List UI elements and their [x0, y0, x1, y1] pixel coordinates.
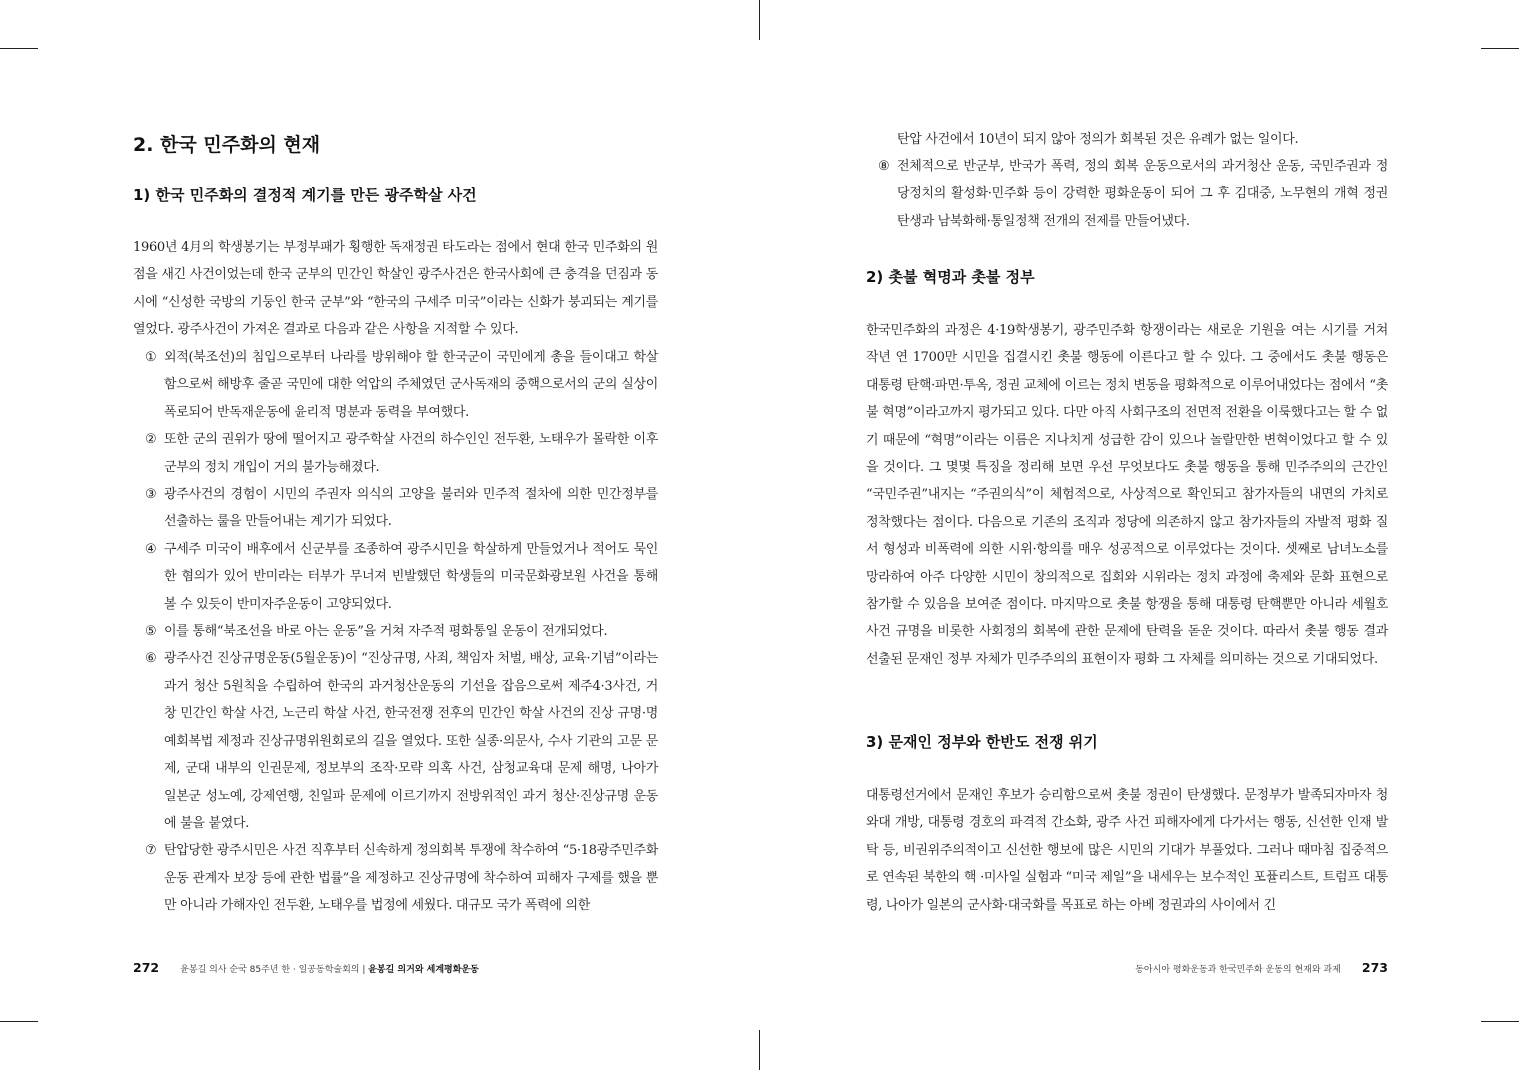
item-text: 또한 군의 권위가 땅에 떨어지고 광주학살 사건의 하수인인 전두환, 노태우가 몰락한 이후 군부의 정치 개입이 거의 불가능해졌다.: [164, 432, 658, 475]
crop-mark-bottom-center: [759, 1030, 760, 1070]
item-text: 외적(북조선)의 침입으로부터 나라를 방위해야 할 한국군이 국민에게 총을 들이대고 학살함으로써 해방후 줄곧 국민에 대한 억압의 주체였던 군사독재의 중핵으로서의 군의 실상이 폭로되어 반독재운동에 윤리적 명분과 동력을 부여했다.: [164, 350, 658, 420]
list-item: [133, 536, 658, 618]
subsection-title-3: 3) 문재인 정부와 한반도 전쟁 위기: [866, 733, 1098, 751]
list-item: [133, 426, 658, 481]
item-number: ③: [145, 487, 157, 503]
list-item: [133, 837, 658, 919]
item-text: 이를 통해“북조선을 바로 아는 운동”을 거쳐 자주적 평화통일 운동이 전개되었다.: [164, 624, 608, 640]
right-footer: [1135, 957, 1388, 976]
page-number: 273: [1361, 960, 1388, 975]
subsection-title-2: 2) 촛불 혁명과 촛불 정부: [866, 268, 1035, 286]
footer-book-title: 윤봉길 의거와 세계평화운동: [368, 965, 479, 975]
item-text: 광주사건 진상규명운동(5월운동)이 “진상규명, 사죄, 책임자 처벌, 배상, 교육·기념”이라는 과거 청산 5원칙을 수립하여 한국의 과거청산운동의 기선을 잡음으로써 제주4·3사건, 거창 민간인 학살 사건, 노근리 학살 사건, 한국전쟁 전후의 민간인 학살 사건의 진상 규명·명예회복법 제정과 진상규명위원회로의 길을 열었다. 또한 실종·의문사, 수사 기관의 고문 문제, 군대 내부의 인권문제, 정보부의 조작·모략 의혹 사건, 삼청교육대 문제 해명, 나아가 일본군 성노예, 강제연행, 친일파 문제에 이르기까지 전방위적인 과거 청산·진상규명 운동에 불을 붙였다.: [164, 651, 658, 831]
continued-item-text: 탄압 사건에서 10년이 되지 않아 정의가 회복된 것은 유례가 없는 일이다.: [897, 132, 1299, 147]
paragraph-moon-government: 대통령선거에서 문재인 후보가 승리함으로써 촛불 정권이 탄생했다. 문정부가 발족되자마자 청와대 개방, 대통령 경호의 파격적 간소화, 광주 사건 피해자에게 다가서는 행동, 신선한 인재 발탁 등, 비권위주의적이고 신선한 행보에 많은 시민의 기대가 부풀었다. 그러나 때마침 집중적으로 연속된 북한의 핵 ·미사일 실험과 “미국 제일”을 내세우는 보수적인 포퓰리스트, 트럼프 대통령, 나아가 일본의 군사화·대국화를 목표로 하는 아베 정권과의 사이에서 긴: [866, 788, 1388, 913]
item-text: 탄압당한 광주시민은 사건 직후부터 신속하게 정의회복 투쟁에 착수하여 “5·18광주민주화운동 관계자 보장 등에 관한 법률”을 제정하고 진상규명에 착수하여 피해자 구제를 했을 뿐만 아니라 가해자인 전두환, 노태우를 법정에 세웠다. 대규모 국가 폭력에 의한: [164, 843, 658, 914]
page-number: 272: [133, 960, 160, 975]
numbered-list-continued: [866, 153, 1388, 235]
left-footer: [133, 957, 479, 976]
list-item: [133, 645, 658, 837]
crop-mark-top-center: [759, 0, 760, 40]
crop-mark-bottom-left: [0, 1021, 38, 1022]
item-text: 전체적으로 반군부, 반국가 폭력, 정의 회복 운동으로서의 과거청산 운동, 국민주권과 정당정치의 활성화·민주화 등이 강력한 평화운동이 되어 그 후 김대중, 노무현의 개혁 정권 탄생과 남북화해·통일정책 전개의 전제를 만들어냈다.: [897, 159, 1388, 229]
right-page: [866, 0, 1388, 1070]
item-number: ⑤: [145, 624, 157, 640]
paragraph-candlelight: 한국민주화의 과정은 4·19학생봉기, 광주민주화 항쟁이라는 새로운 기원을 여는 시기를 거쳐 작년 연 1700만 시민을 집결시킨 촛불 행동에 이른다고 할 수 있다. 그 중에서도 촛불 행동은 대통령 탄핵·파면·투옥, 정권 교체에 이르는 정치 변동을 평화적으로 이루어내었다는 점에서 “촛불 혁명”이라고까지 평가되고 있다. 다만 아직 사회구조의 전면적 전환을 이룩했다고는 할 수 없기 때문에 “혁명”이라는 이름은 지나치게 성급한 감이 있으나 놀랄만한 변혁이었다고 할 수 있을 것이다. 그 몇몇 특징을 정리해 보면 우선 무엇보다도 촛불 행동을 통해 민주주의의 근간인 “국민주권”내지는 “주권의식”이 체험적으로, 사상적으로 확인되고 참가자들의 내면의 가치로 정착했다는 점이다. 다음으로 기존의 조직과 정당에 의존하지 않고 참가자들의 자발적 평화 질서 형성과 비폭력에 의한 시위·항의를 매우 성공적으로 이루었다는 것이다. 셋째로 남녀노소를 망라하여 아주 다양한 시민이 창의적으로 집회와 시위라는 정치 과정에 축제와 문화 표현으로 참가할 수 있음을 보여준 점이다. 마지막으로 촛불 항쟁을 통해 대통령 탄핵뿐만 아니라 세월호 사건 규명을 비롯한 사회정의 회복에 관한 문제에 탄력을 돋운 것이다. 따라서 촛불 행동 결과 선출된 문재인 정부 자체가 민주주의의 표현이자 평화 그 자체를 의미하는 것으로 기대되었다.: [866, 323, 1388, 667]
item-number: ②: [145, 432, 157, 448]
numbered-list: [133, 344, 658, 920]
list-item: [133, 618, 658, 645]
crop-mark-top-left: [0, 48, 38, 49]
running-footer: 동아시아 평화운동과 한국민주화 운동의 현재와 과제: [1135, 965, 1341, 975]
crop-mark-top-right: [1481, 48, 1519, 49]
item-number: ④: [145, 541, 157, 557]
running-footer: [180, 965, 479, 975]
item-text: 광주사건의 경험이 시민의 주권자 의식의 고양을 불러와 민주적 절차에 의한 민간정부를 선출하는 룰을 만들어내는 계기가 되었다.: [164, 487, 658, 530]
footer-text: 윤봉길 의사 순국 85주년 한 · 일공동학술회의 |: [180, 965, 369, 975]
intro-paragraph: 1960년 4月의 학생봉기는 부정부패가 횡행한 독재정권 타도라는 점에서 현대 한국 민주화의 원점을 새긴 사건이었는데 한국 군부의 민간인 학살인 광주사건은 한국사회에 큰 충격을 던짐과 동시에 “신성한 국방의 기둥인 한국 군부”와 “한국의 구세주 미국”이라는 신화가 붕괴되는 계기를 열었다. 광주사건이 가져온 결과로 다음과 같은 사항을 지적할 수 있다.: [133, 240, 658, 338]
item-number: ⑦: [145, 843, 157, 859]
item-number: ①: [145, 350, 157, 365]
left-page: [133, 0, 658, 1070]
crop-mark-bottom-right: [1481, 1021, 1519, 1022]
section-title: 2. 한국 민주화의 현재: [133, 134, 321, 156]
item-text: 구세주 미국이 배후에서 신군부를 조종하여 광주시민을 학살하게 만들었거나 적어도 묵인한 혐의가 있어 반미라는 터부가 무너져 빈발했던 학생들의 미국문화광보원 사건을 통해 볼 수 있듯이 반미자주운동이 고양되었다.: [164, 541, 658, 612]
subsection-title-1: 1) 한국 민주화의 결정적 계기를 만든 광주학살 사건: [133, 186, 477, 204]
list-item: [866, 153, 1388, 235]
item-number: ⑥: [145, 651, 157, 667]
item-number: ⑧: [878, 159, 890, 174]
list-item: [133, 481, 658, 536]
list-item: [133, 344, 658, 426]
